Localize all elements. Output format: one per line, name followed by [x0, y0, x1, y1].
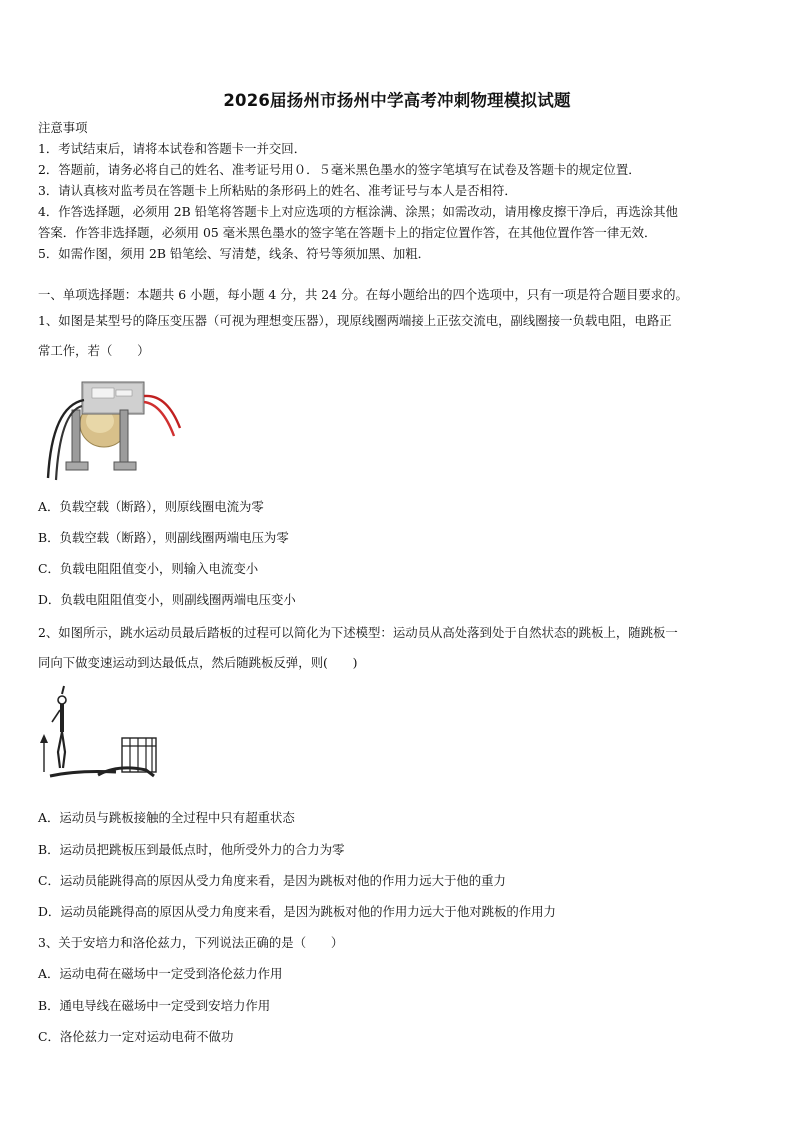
question-2-option-b: B．运动员把跳板压到最低点时，他所受外力的合力为零 — [38, 842, 345, 857]
question-3-option-a: A．运动电荷在磁场中一定受到洛伦兹力作用 — [38, 966, 283, 981]
question-2-option-d: D．运动员能跳得高的原因从受力角度来看，是因为跳板对他的作用力远大于他对跳板的作用力 — [38, 904, 556, 919]
question-3-stem: 3、关于安培力和洛伦兹力，下列说法正确的是（ ） — [38, 935, 344, 950]
question-3-option-b: B．通电导线在磁场中一定受到安培力作用 — [38, 998, 271, 1013]
question-2-option-a: A．运动员与跳板接触的全过程中只有超重状态 — [38, 810, 295, 825]
question-3-option-c: C．洛伦兹力一定对运动电荷不做功 — [38, 1029, 234, 1044]
question-1-stem: 1、如图是某型号的降压变压器（可视为理想变压器），现原线圈两端接上正弦交流电，副线圈接一负载电阻，电路正 — [38, 313, 672, 328]
notice-heading: 注意事项 — [38, 120, 88, 135]
notice-item: 3．请认真核对监考员在答题卡上所粘贴的条形码上的姓名、准考证号与本人是否相符． — [38, 183, 517, 198]
question-2-option-c: C．运动员能跳得高的原因从受力角度来看，是因为跳板对他的作用力远大于他的重力 — [38, 873, 506, 888]
notice-item: 2．答题前，请务必将自己的姓名、准考证号用０．５毫米黑色墨水的签字笔填写在试卷及答题卡的规定位置． — [38, 162, 641, 177]
question-2-stem: 2、如图所示，跳水运动员最后踏板的过程可以简化为下述模型：运动员从高处落到处于自然状态的跳板上，随跳板一 — [38, 625, 678, 640]
page-title: 2026届扬州市扬州中学高考冲刺物理模拟试题 — [223, 91, 571, 110]
notice-item: 5．如需作图，须用 2B 铅笔绘、写清楚，线条、符号等须加黑、加粗． — [38, 246, 431, 261]
notice-item: 1．考试结束后，请将本试卷和答题卡一并交回． — [38, 141, 307, 156]
question-2-stem-cont: 同向下做变速运动到达最低点，然后随跳板反弹，则( ) — [38, 655, 358, 670]
transformer-image — [42, 366, 187, 486]
question-1-option-a: A．负载空载（断路），则原线圈电流为零 — [38, 499, 264, 514]
notice-item: 4．作答选择题，必须用 2B 铅笔将答题卡上对应选项的方框涂满、涂黑；如需改动，请用橡皮擦干净后，再选涂其他 — [38, 204, 678, 219]
question-1-option-d: D．负载电阻阻值变小，则副线圈两端电压变小 — [38, 592, 296, 607]
question-1-option-b: B．负载空载（断路），则副线圈两端电压为零 — [38, 530, 289, 545]
section-heading: 一、单项选择题：本题共 6 小题，每小题 4 分，共 24 分。在每小题给出的四个选项中，只有一项是符合题目要求的。 — [38, 287, 688, 302]
question-1-option-c: C．负载电阻阻值变小，则输入电流变小 — [38, 561, 259, 576]
notice-item: 答案．作答非选择题，必须用 05 毫米黑色墨水的签字笔在答题卡上的指定位置作答，在其他位置作答一律无效． — [38, 225, 657, 240]
diver-springboard-image — [38, 680, 160, 784]
question-1-stem-cont: 常工作，若（ ） — [38, 343, 150, 358]
